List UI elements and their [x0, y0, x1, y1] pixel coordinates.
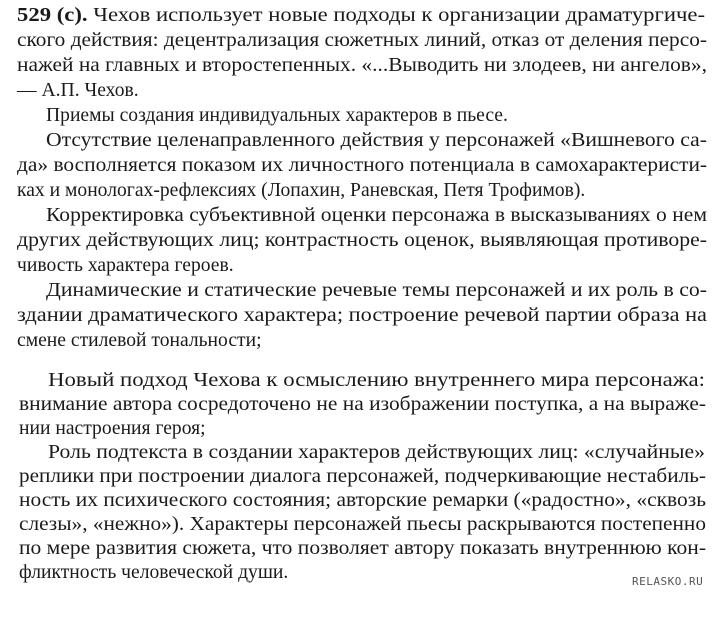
line-text: по мере развития сюжета, что позволяет автору показать внутреннюю кон- [19, 538, 706, 559]
line-content [17, 4, 705, 28]
line-text: Роль подтекста в создании характеров действующих лиц: «случайные» [48, 442, 706, 463]
line-text: чивость характера героев. [17, 255, 234, 276]
text-line [0, 329, 722, 353]
line-text: да» восполняется показом их личностного потенциала в самохарактеристи- [17, 155, 708, 176]
text-line [0, 29, 722, 53]
text-line [0, 4, 722, 28]
line-text: нажей на главных и второстепенных. «...Выводить ни злодеев, ни ангелов», [17, 55, 708, 76]
line-text: реплики при построении диалога персонажей, подчеркивающие нестабиль- [19, 466, 706, 487]
line-text: ность их психического состояния; авторские ремарки («радостно», «сквозь [19, 490, 706, 511]
text-line [0, 279, 722, 303]
text-line [0, 393, 722, 417]
text-line [0, 537, 722, 561]
line-text: других действующих лиц; контрастность оценок, выявляющая противоре- [17, 230, 708, 251]
line-text: фликтность человеческой души. [19, 562, 289, 583]
text-line [0, 561, 722, 585]
line-text: ского действия: децентрализация сюжетных линий, отказ от деления персо- [17, 30, 707, 51]
text-line [0, 129, 722, 153]
line-text: нии настроения героя; [19, 418, 206, 439]
text-line [0, 304, 722, 328]
line-text: слезы», «нежно»). Характеры персонажей пьесы раскрываются постепенно [19, 514, 706, 535]
text-line [0, 79, 722, 103]
text-line [0, 104, 722, 128]
text-line [0, 204, 722, 228]
text-line [0, 254, 722, 278]
text-line [0, 229, 722, 253]
text-line [0, 465, 722, 489]
line-text: Корректировка субъективной оценки персонажа в высказываниях о нем [46, 205, 707, 226]
line-text: ках и монологах-рефлексиях (Лопахин, Раневская, Петя Трофимов). [17, 180, 586, 201]
text-line [0, 441, 722, 465]
text-line [0, 513, 722, 537]
site-watermark: RELASKO.RU [632, 575, 704, 588]
text-line [0, 489, 722, 513]
text-line [0, 179, 722, 203]
line-text: Новый подход Чехова к осмыслению внутреннего мира персонажа: [48, 370, 706, 391]
text-line [0, 369, 722, 393]
exercise-number: 529 (с). [17, 5, 88, 26]
line-text: Отсутствие целенаправленного действия у персонажей «Вишневого са- [46, 130, 707, 151]
line-text: Приемы создания индивидуальных характеров в пьесе. [46, 105, 508, 126]
text-line [0, 54, 722, 78]
text-line [0, 154, 722, 178]
line-text: — А.П. Чехов. [17, 80, 139, 101]
line-text: Динамические и статические речевые темы персонажей и их роль в со- [46, 280, 707, 301]
line-text: Чехов использует новые подходы к организации драматургиче- [93, 5, 706, 26]
line-text: смене стилевой тональности; [17, 330, 262, 351]
text-line [0, 417, 722, 441]
line-text: здании драматического характера; построение речевой партии образа на [17, 305, 707, 326]
line-text: внимание автора сосредоточено не на изображении поступка, а на выраже- [19, 394, 707, 415]
